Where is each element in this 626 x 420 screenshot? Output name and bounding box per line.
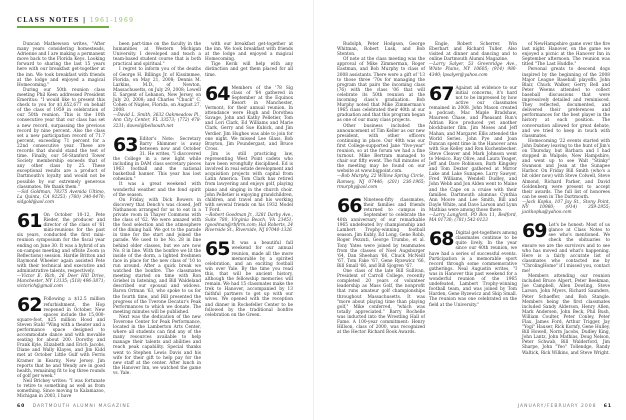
section-years: 1961-1969 — [89, 17, 135, 24]
note-paragraph: On October 10-12, Pete Rieder, the producer and director of the class of '61 mini-reunions for the past six years, conducted the first mini-reunion symposium for the fiscal year ending on June 30. It was a hybrid of an on-campus meeting and offsite Zoom (a Reflections) session. Hardie Britton and Raymond Wheeler again assisted Pete with their technical and executive and administrative talents, respectively. — [17, 213, 105, 275]
left-page-number: 60 — [17, 404, 26, 409]
text-column — [429, 42, 517, 392]
note-paragraph: Of note at the class meeting was the approval of Mike Zimmerman, Roger Eastman, and Bob Murphy to class of 2008 assistants. There were a gift of '13 to those three '70s for managing the program that pairs the incoming class (76) with the class '06 that will celebrate its 50th reunion at the incoming class's graduation. Bob Murphy noted that Mike Zimmerman's 1965 class celebrated their 40th at our graduation and that this program began as one of our many class projects. — [337, 57, 425, 124]
class-section-65 — [205, 238, 293, 318]
note-paragraph: of NewHampshire game over the fire last night. Hanover, on the game we enjoyed a picnic at the Hanover Inn in September afternoon. The reunion was titled "The Last Huddle." — [522, 42, 610, 68]
note-paragraph: with our breakfast get-together at the inn. We took breakfast with friends at the lodge and enjoyed a magical Homecoming. — [205, 42, 293, 63]
left-footer — [17, 404, 131, 409]
note-paragraph: Following a $12.5 million refurbishment, the Hop reopened in October. New spaces include the 15,000-square-foot, $25 million Hood and Steven Stahl "Wing with a theater and a performance space designed to accommodate dance and with movable seating for about 200. Dorothy and Frank Kyle, Elizabeth and Erich Jacobs, Diane and Wally Klayes, and Jim Kidd met at October Little Gulf with Ferris Kramer in Kearny, New Jersey. Jim reports that he and Wendy are in good health, remaining fit to log three rounds of golf per week." — [17, 297, 105, 379]
note-paragraph: been part-time on the faculty in the humanities at Western Michigan University. I developed and teach a team-based student course that is both practical and spiritual." — [113, 42, 201, 68]
class-year-number: 66 — [337, 194, 362, 217]
section-header — [17, 17, 134, 24]
note-paragraph: Against all evidence to our initial concerns, it's hard not to be impressed by how active our classmates remained in 2008. John Mason created a podcast; Mac Maple Bradshaw, Maureen Chase, and Pheasant Run's Adrian Rice produced yet another blockbuster film. Jim Moses and Jeff Mahan, and Margaret Ellis attended the World Series. John Pye and Joan Duncan spent time in the Hanover area with Sue Kelley and Ron Kuchenbecker. Steve Cleaver and Mark Johnson went to Mexico. Ray Olive, and Laura Yeager, Jeff and Dave Robinson, Barb Kingsley and Tom Dexter gathered at Mirror Lake and Lake Sunapee. Larry Sawyer, Fred Williams, Wendell Dudley, and John Webb and Jon Alden went to Maine and the Cape on a cruise with their families. Dartmouth alumnus Cynthia Ann Moore and Lee Smith, Bill and Dayle White, and Dave Larson and Lynn Mathias were among those there. — [429, 85, 517, 213]
secretary-signature: —Jack Kopka, 107 Jay St., Stony Point, NY 10980; (914) 359-2955; jackkopka@yahoo.com — [522, 199, 610, 216]
note-paragraph: Jim is still practicing law, representing West Point cadets who have been wrongfully disciplined. Ed is involved in real estate development and acquisition projects with capital from Latin America. Tom Clark has retired from lawyering and enjoys golf, playing piano and singing in the church choir. John Pelletier is enjoying grandchildren, children, and travel and his working with several friends on his 1932 Model T Ford. — [205, 151, 293, 213]
note-paragraph: Engle, Robert Scherrer, Win Eberhart and Richard Tuller. Also visited at dinner and dancing and to online Dartmouth Alumni Magazine. — [429, 42, 517, 63]
note-paragraph: Rudolph, Peter Hodgson, George Whitman, Robert Lusk, and Bob Stenton. — [337, 42, 425, 58]
continued-section — [205, 42, 293, 78]
note-paragraph: Duncan Mathewson writes, "After many years considering homesteads, Adrienne and I are making a permanent move back to the Florida Keys. Looking forward to sharing the last 15 years here with our breakfast get-together at the inn. We took breakfast with friends at the lodge and enjoyed a magical Homecoming." — [17, 42, 105, 88]
secretary-signature: —David L. Smith, 3632 Oakmeadow Pl., Ann City Center, FL 33573; (772) 478-3231; davesl@bellsouth.net — [113, 113, 201, 129]
secretary-signature: —Bob Murphy, 22 Willow Spring Circle, Ramsey, NJ 07446; (201) 236-1965; rmurphy@aol.com — [337, 174, 425, 190]
text-column — [17, 42, 105, 400]
note-paragraph: Digital get-togethers among classmates continue to be quite lively. In the year since our 40th reunion, we have had a series of successful events. Participation is a memorable sport record through some commemorative gatherings. Neal Augustin writes, "I was in Hanover this past weekend for a wonderful reunion of the 1965 undefeated, Lambert Trophy-winning football team, and was joined by Tom Harden, Gene Ryzewicz and Skip Small. The reunion was one celebrated on the field at the University." — [429, 231, 517, 308]
class-year-number: 68 — [429, 228, 454, 251]
secretary-signature: —Sid Goldman, 78375 Avenida Ultimo, La Quinta, CA 92253; (760) 340-0470; sidgold@aol.com — [17, 189, 105, 205]
page-gutter — [313, 0, 314, 420]
class-section-62 — [17, 294, 105, 400]
class-section-67 — [429, 82, 517, 224]
continued-section — [429, 42, 517, 78]
note-paragraph: Editor's Note: Secretary Barry Shimmer is away between now and October 31. He writes, "I discovered the College in a new light while including in DAM class secretary pieces 1963 football and the national basketball banner. This year has lost cohesion." — [113, 136, 201, 183]
text-column — [522, 42, 610, 392]
class-section-68 — [429, 228, 517, 308]
class-year-number: 63 — [113, 133, 138, 156]
continued-section — [337, 42, 425, 190]
class-section-69 — [522, 220, 610, 356]
class-year-number: 62 — [17, 294, 42, 317]
continued-section — [17, 42, 105, 205]
class-year-number: 69 — [522, 220, 547, 243]
class-section-61 — [17, 210, 105, 290]
note-paragraph: On Friday, with Dick Bowers in discovery that Dench's was closed, Jeff Nathanson arranged for us to eat in a private room in Thayer Commons with the class of '62. We were amazed with the food selection and the atmosphere of the dining hall. We got to the parade in time for the start and joined the parade. We used to be No. 28 in line behind older classes, but we are now No. 8 in line. With the bonfire we lit the inside of the dorm, a lighted freshmen face in place for the new class of '10 to run around. After a quick break we watched the bonfire. The classmates meeting started on time with Ron Griebel in listening, and Bill Waldeland described our spousal and widows. Baron Ortman '63, who spoke to us for the fourth time, and Bill presented the progress of the Tverone Decatur's Peak Performances to which we donate. The meeting minutes will be published. — [113, 197, 201, 315]
right-footer-title: JANUARY/FEBRUARY 2008 — [517, 404, 597, 409]
note-paragraph: Members of the '78 Sig class of '64 gathered in September at the Equinox Resort in Manchester, Vermont, for their annual reunion. In attendance were Hugh and Dorothea Savage, John and Kathy Pelletier, Tom and Lori Clark, Ed Williams and Marie Clark, Gerry and Sue Kubick, and Jim Verdier. Jim Hughes was able to join for one night. We missed Lee Glass, Bob Brayton, Jim Poundergast, and Bruce Cross. — [205, 85, 293, 152]
note-paragraph: Next was the dedication of the new Toverone Center for Peak Performance, located in the Lamberton Arts Center, where all students can find any of the many resources available to help manage their talents and abilities and reach peak capability. Special thanks went to Stephen Lewis Davis and his wife for their gift to help pay for the new staff at the center. After lunch in the Hanover Inn, we watched the game vs. Yale. — [113, 314, 201, 376]
continued-section — [113, 42, 201, 129]
note-paragraph: Other business included the announcement of Tim Keller as our new president, with other officers continuing in place. Our 40th was our first College-supported Jane "five-year" reunion, so at the forum we had a fine turnout. Mike Bertram managed to chair our fifty event. The full minutes of the meeting may be found on our website at www.bigpoint.com. — [337, 123, 425, 175]
right-page-number: 61 — [603, 404, 612, 409]
note-paragraph: It was a great weekend with wonderful weather and the fond spirit of the season. — [113, 182, 201, 198]
note-paragraph: It was a beautiful fall weekend for our annual reunion, made all the more memorable by a spirited celebration, and an exciting football win over Yale. By the time you read this, that will be ancient history, although the fellowship memories will remain. We had 15 classmates make the trek to Hanover, accompanied by 13 faithful partners to get up with our wives. We opened with the reception and dinner in Rockefeller Center to be followed by the traditional bonfire celebration on the Green. — [205, 241, 293, 318]
note-paragraph: One class of the late Bill Sullivan, President of Carroll College, recently completed 20 years of volunteer leadership as Mass Golf, the nonprofit that runs amateur golf championships throughout Massachusetts. It was "more about playing time than playing golf," Mike conferred, "which was totally appreciated." Barry Rochelle was inducted into the Wrestling Hall of Fame. A 100-year commitment: Henry Hillson, class of 2000, was recognized at the Hector Richard Book Awards. — [337, 269, 425, 336]
text-column — [113, 42, 201, 392]
class-section-63 — [113, 133, 201, 376]
note-paragraph: Neil Brickey writes: "I was fortunate to retire to something as well as from something. Since moving to Kalamazoo, Michigan in 2003, I have — [17, 378, 105, 400]
left-footer-title: DARTMOUTH ALUMNI MAGAZINE — [32, 404, 131, 409]
class-section-64 — [205, 82, 293, 234]
note-paragraph: I regret to inform you of the deaths of George H. Billings Jr. of Kissimmee, Florida, on May 21, 2008; Dennis M. Larkins, M.D., of Newton, Massachusetts, on July 29, 2008; Lowell E. Sargent of Lebanon, New Jersey, on July 20, 2008; and Charles "Chuck" C. Cohen of Naples, Florida, on August 27, 2008. — [113, 67, 201, 114]
note-paragraph: Homecoming '22 events started with John Dabney leaving to the hunt of Jim's on Thursday, but Barbara and I had stopped in Walpole, New Hampshire, and went up to see Walt "Stinky" Swanson and Jean at the Sunapee Harbor. On Friday Bill Smith (who's a bit older now) with Steve Colwell, Steve Almond, Richard Parker, and David Goldenberg were present to accept their awards. The full list of honorees can be seen in The Dartmouth. — [522, 138, 610, 200]
class-section-66 — [337, 194, 425, 336]
text-column — [205, 42, 293, 392]
right-footer — [518, 404, 612, 409]
header-rule — [17, 26, 109, 28]
note-paragraph: Tige Kerik will help with any distinction and get them placed for all time. — [205, 62, 293, 78]
note-paragraph: During our 50th reunion class meeting Phil Keen addressed President Emeritus: "I would like to present this check to you for $1,652,677 on behalf of the class of 1959 in celebration of our 50th reunion. This is the 10th consecutive year that our class has set a new record, surpassing the previous record by nine percent. Also the class set a new participation record of 71.7 percent, exceeding 71 percent for a 22nd consecutive year. These are records that should stand the test of time. Finally, our 50-Stanford Tower Society membership exceeds that of any other class by 25. These exceptional results are a product of Dartmouth's loyalty and would not be possible by our extremely generous classmates. We thank them." — [17, 87, 105, 190]
header-separator: | — [83, 17, 87, 24]
section-title: CLASS NOTES — [17, 17, 80, 24]
secretary-signature: —Larry Langford, PO Box 11, Bedford, MA 01730; (781) 542-0123 — [429, 213, 517, 224]
text-column — [337, 42, 425, 392]
secretary-signature: —Robert Goodman Jr., 3281 Darby Ave., Suite 780, Virginia Beach, VA 23451; rgoodman@rbfirm.com; Hal Roberts, 24 Riverside St., Riverside, NJ 07040-1326 — [205, 213, 293, 234]
note-paragraph: Nineteen-fifty classmates, their families and friends returned to campus in September to celebrate the 40th anniversary of our remarkable 1965 undefeated Ivy championship and Lambert Trophy-winning football season. Jim Kubly, Ed Long, Gene Robb, Roger Pezzuti, George Trumbo, et al. Tony Yates were joined by teammates from the classes of Noel Augsburger '64, Dan Sheehan '66, Chuck McNeill '67, Tom Fake '67, Gene Ryzewicz '66, Bill Small '66, and Bill Sjogren '67. — [337, 197, 425, 269]
class-year-number: 65 — [205, 238, 230, 261]
class-year-number: 61 — [17, 210, 42, 232]
note-paragraph: Members attending our reunion included Bruce Alpert, Peter Beekman, Joe Campbell, Allen Dowling, Steve Larson, John Myers, Richard Saunders, Peter Schaeffer, and Bob Stangle. Members being the first classmates included Sandy Alderson, Henry Allen, Mark Andersen, John Beck, Phil Bush, William Coulter, Peter Conley, Peter Flax, James Ford, Arthur Trigger, Jay "Yogi" Hauser, Rick Kornfy, Gene Hulley, Bill Howell, Norm Jacobs, Dudley King, John Lantz, John Mathias, Doug Nelson, Peter Schwab, Bill Walderford, Jim Sharpe, John "Yeo" Tollendge, Randy Waltick, Rick Wilkins, and Steve Wright. — [522, 274, 610, 356]
class-year-number: 67 — [429, 82, 454, 105]
note-paragraph: Personal greats to descend dogs inspired by the beginning of the 2008 Major League Baseball playoffs. John Blair, Chuck Walker, Gerry Bell and Peter Weems attended to collect baseball discussions that were impressively detailed and reminisced. They reflected, documented, and delivered their preferences and performances for the best player in the history at each position. The conversation allowed for great debate, and we tried to keep in touch with classmates. — [522, 67, 610, 139]
continued-section — [522, 42, 610, 215]
secretary-signature: —Victor E. Rich, 26 Deer Hill Drive, Manchester, NY 13135; (518) 496-3871; victorich@gmail.com — [17, 274, 105, 290]
class-year-number: 64 — [205, 82, 230, 105]
note-paragraph: Let's be honest: Most of us glance at Class Notes to see who's mentioned. We check the obituaries to ensure we are the survivors and to see who has moved and what's happening. Here is a fairly accurate list of classmates who contacted me by "ChrolingHome" if I missed you, contact me! — [522, 223, 610, 275]
secretary-signature: —Larry Salyer, 53 Greenridge Ave., White Plains, NY 10605; (914) 980-4340; lpsalyer@yahoo.com — [429, 62, 517, 78]
